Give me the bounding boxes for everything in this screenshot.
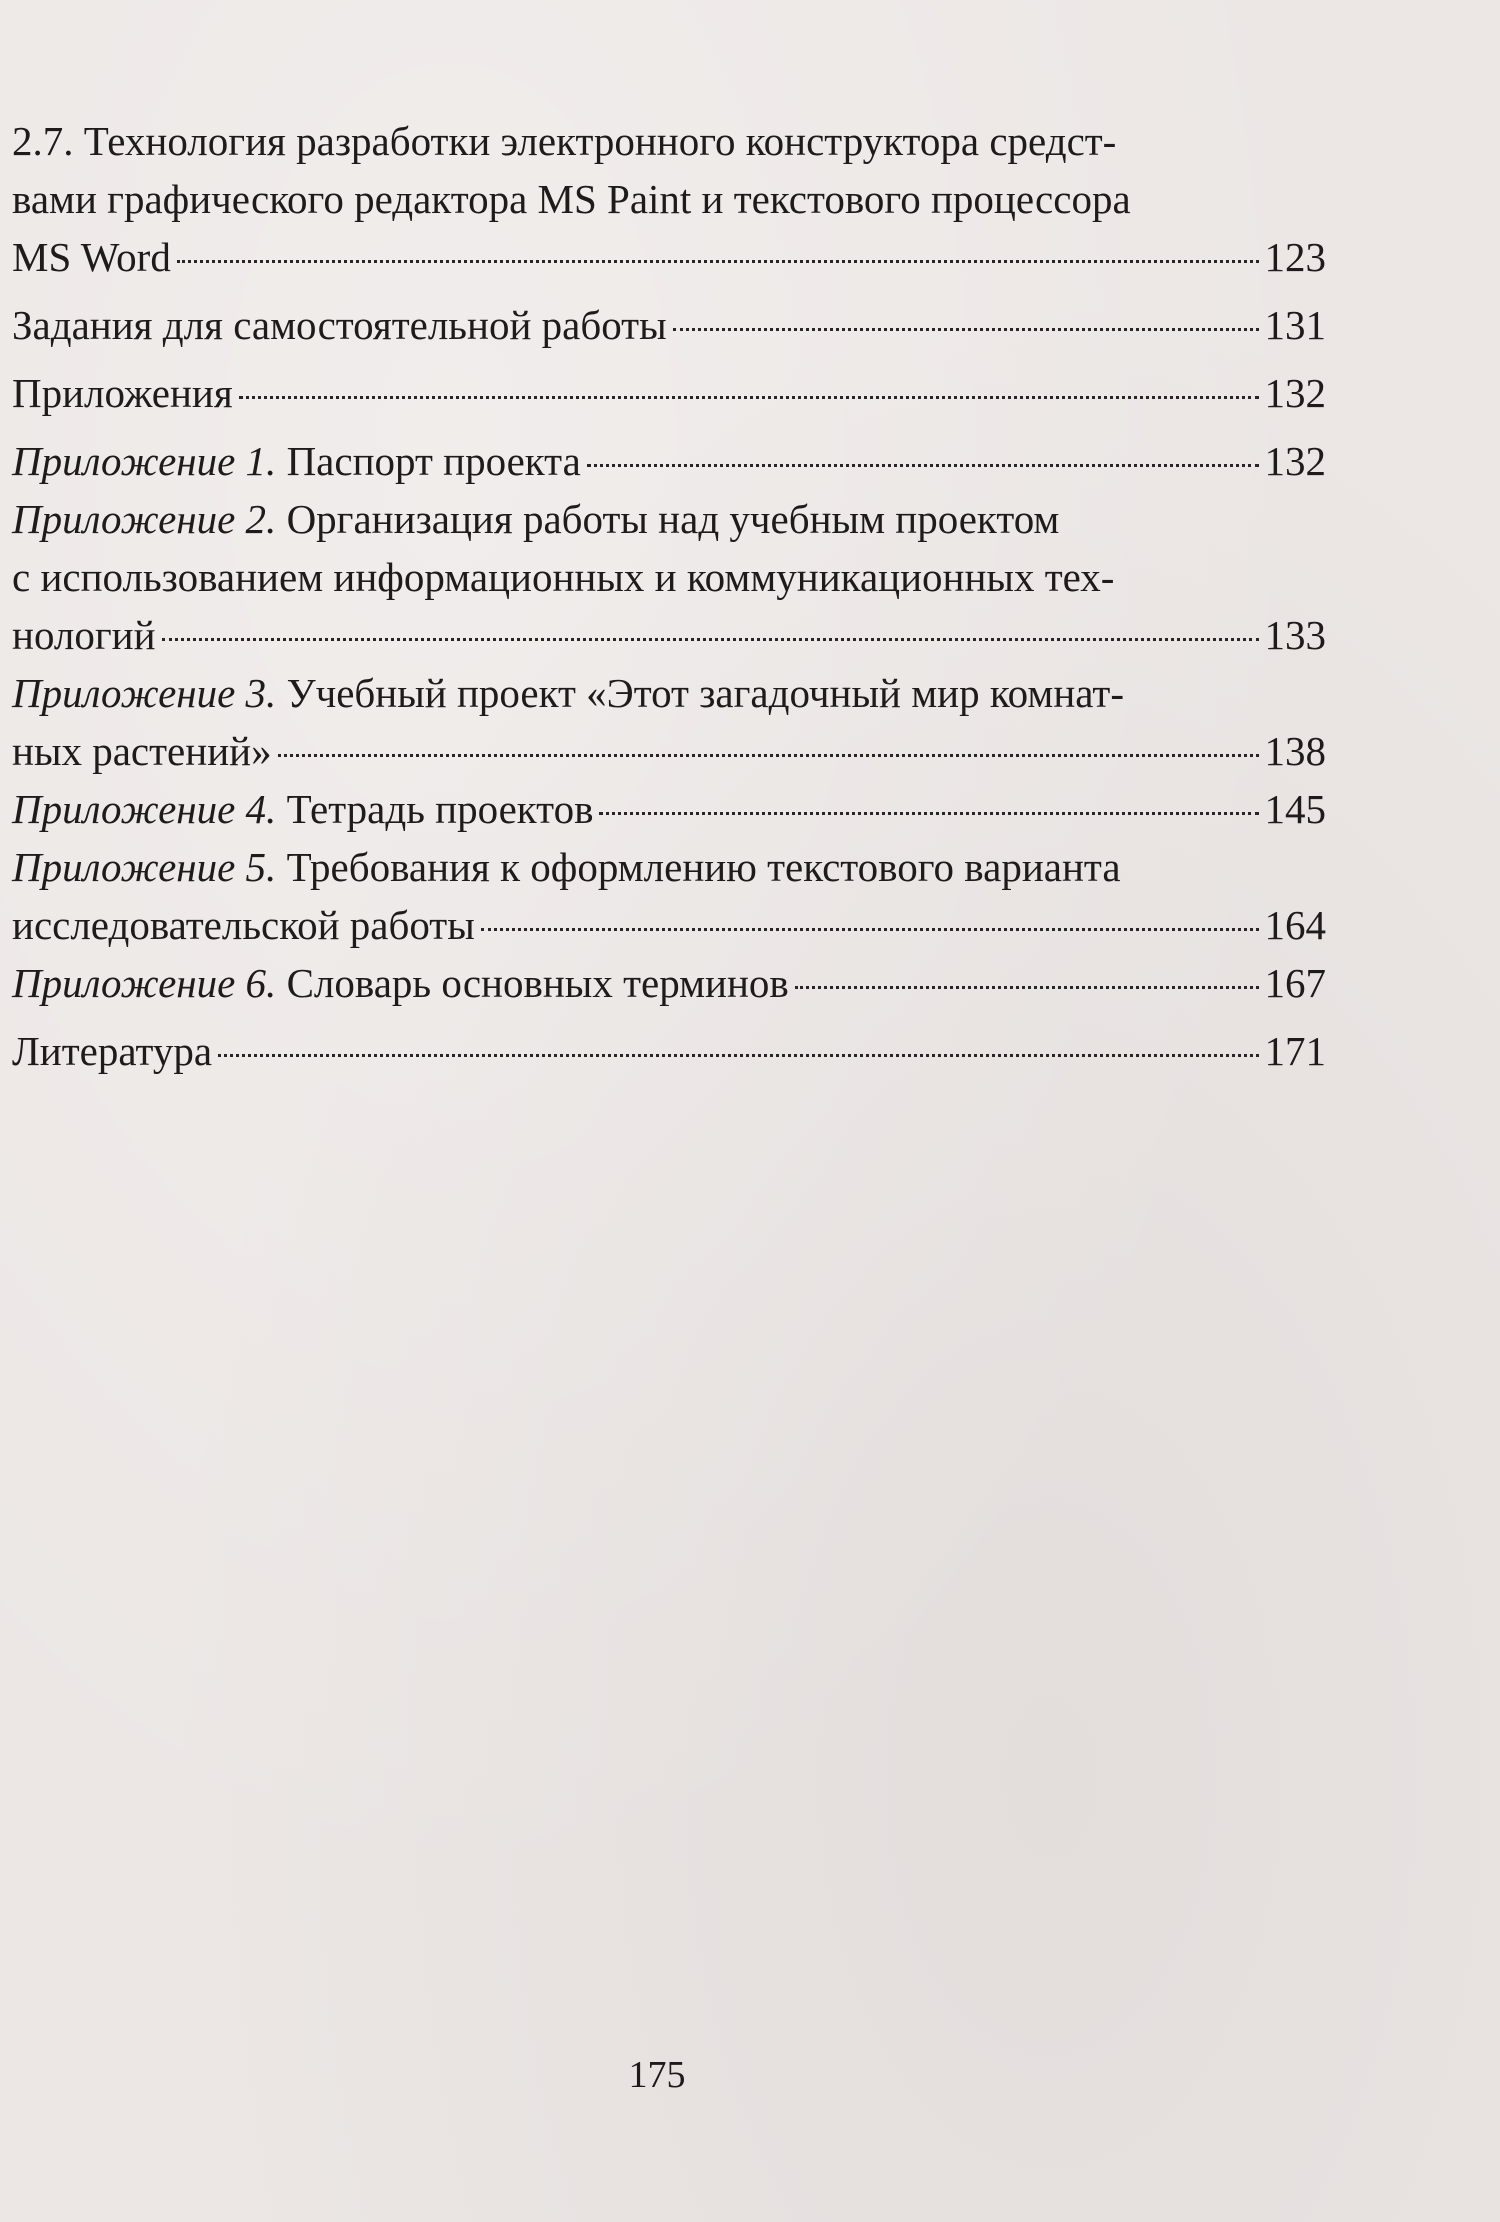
toc-entry-title: Литература xyxy=(12,1028,213,1074)
toc-entry xyxy=(12,1022,1326,1080)
toc-entry-line xyxy=(12,490,1326,548)
toc-entry xyxy=(12,432,1326,490)
toc-entry-text: Тетрадь проектов xyxy=(286,786,594,832)
toc-entry-last-line xyxy=(12,296,1326,354)
toc-entry-last-line xyxy=(12,954,1326,1012)
page-number: 175 xyxy=(628,2054,686,2096)
appendix-label: Приложение 2. xyxy=(12,496,277,542)
toc-entry xyxy=(12,780,1326,838)
appendix-label: Приложение 4. xyxy=(12,786,277,832)
toc-page-number: 164 xyxy=(1264,902,1326,948)
toc-entry xyxy=(12,364,1326,422)
dot-leader xyxy=(278,754,1259,757)
toc-page-number: 167 xyxy=(1264,960,1326,1006)
toc-entry-last-line xyxy=(12,606,1326,664)
toc-entry-title: исследовательской работы xyxy=(12,902,475,948)
toc-entry xyxy=(12,838,1326,954)
toc-entry-text: Учебный проект «Этот загадочный мир комнат- xyxy=(276,670,1124,716)
toc-entry xyxy=(12,664,1326,780)
toc-entry-title xyxy=(12,432,581,490)
toc-entry-line xyxy=(12,664,1326,722)
toc-entry-title: MS Word xyxy=(12,234,171,280)
toc-page-number: 171 xyxy=(1264,1028,1326,1074)
dot-leader xyxy=(177,260,1259,263)
appendix-label: Приложение 6. xyxy=(12,960,277,1006)
dot-leader xyxy=(239,396,1259,399)
toc-entry-text: Требования к оформлению текстового варианта xyxy=(276,844,1121,890)
toc-entry-line: 2.7. Технология разработки электронного конструктора средст- xyxy=(12,118,1117,164)
toc-entry-text: Словарь основных терминов xyxy=(286,960,789,1006)
dot-leader xyxy=(162,638,1259,641)
toc-entry xyxy=(12,954,1326,1012)
toc-entry xyxy=(12,296,1326,354)
toc-entry-last-line xyxy=(12,722,1326,780)
toc-entry-last-line xyxy=(12,228,1326,286)
toc-page-number: 138 xyxy=(1264,728,1326,774)
toc-entry-last-line xyxy=(12,780,1326,838)
toc-page-number: 131 xyxy=(1264,302,1326,348)
dot-leader xyxy=(599,812,1258,815)
toc-entry-line: с использованием информационных и коммуникационных тех- xyxy=(12,554,1115,600)
appendix-label: Приложение 5. xyxy=(12,844,277,890)
toc-entry-title xyxy=(12,780,593,838)
appendix-label: Приложение 1. xyxy=(12,438,277,484)
toc-entry-title: Задания для самостоятельной работы xyxy=(12,302,667,348)
dot-leader xyxy=(587,464,1259,467)
dot-leader xyxy=(673,328,1259,331)
toc-entry-line xyxy=(12,838,1326,896)
toc-entry-title: Приложения xyxy=(12,370,233,416)
toc-entry-last-line xyxy=(12,432,1326,490)
toc-entry-text: Паспорт проекта xyxy=(286,438,581,484)
toc-page-number: 132 xyxy=(1264,370,1326,416)
dot-leader xyxy=(795,986,1259,989)
toc-entry-title: нологий xyxy=(12,612,156,658)
toc-entry-text: Организация работы над учебным проектом xyxy=(276,496,1060,542)
toc-entry-line: вами графического редактора MS Paint и текстового процессора xyxy=(12,176,1131,222)
dot-leader xyxy=(218,1054,1258,1057)
dot-leader xyxy=(481,928,1259,931)
toc-entry xyxy=(12,112,1326,286)
toc-page-number: 123 xyxy=(1264,234,1326,280)
toc-entry-title xyxy=(12,954,789,1012)
appendix-label: Приложение 3. xyxy=(12,670,277,716)
toc-page-number: 133 xyxy=(1264,612,1326,658)
toc-entry xyxy=(12,490,1326,664)
toc-page-number: 132 xyxy=(1264,438,1326,484)
toc-page-number: 145 xyxy=(1264,786,1326,832)
toc-entry-title: ных растений» xyxy=(12,728,272,774)
toc-entry-last-line xyxy=(12,364,1326,422)
toc-entry-last-line xyxy=(12,896,1326,954)
table-of-contents xyxy=(12,112,1326,1080)
toc-entry-last-line xyxy=(12,1022,1326,1080)
